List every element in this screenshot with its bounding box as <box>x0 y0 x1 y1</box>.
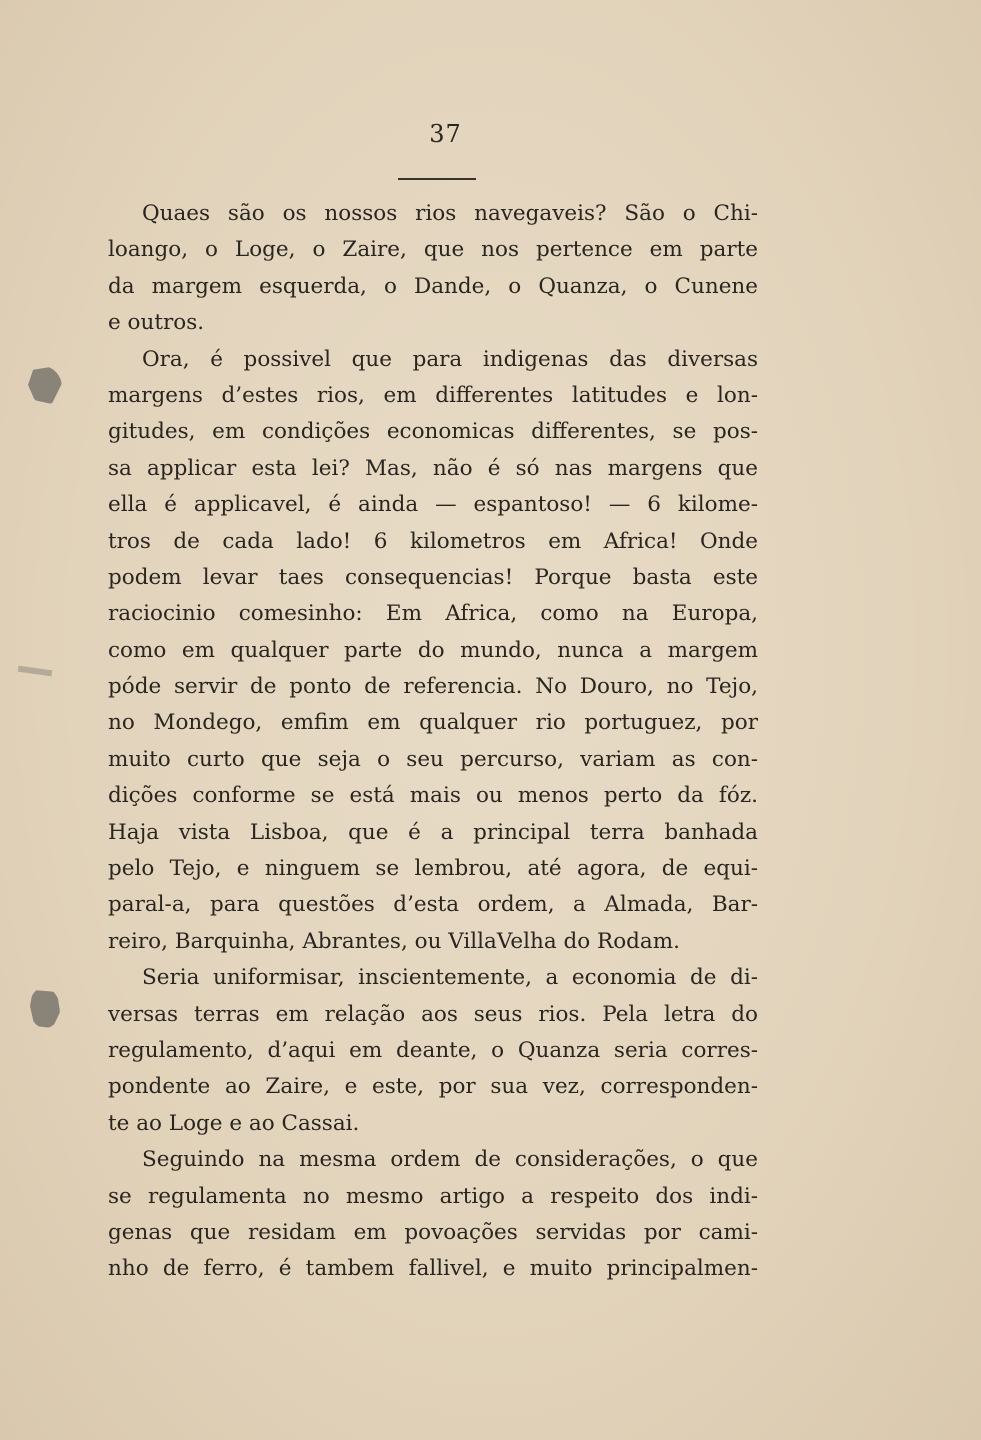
text-line: póde servir de ponto de referencia. No Douro, no Tejo, <box>108 674 758 700</box>
text-line: raciocinio comesinho: Em Africa, como na Europa, <box>108 601 758 627</box>
text-line: Quaes são os nossos rios navegaveis? São o Chi- <box>142 201 758 226</box>
page-number: 37 <box>429 120 462 148</box>
text-line: sa applicar esta lei? Mas, não é só nas margens que <box>108 455 758 481</box>
text-line: te ao Loge e ao Cassai. <box>108 1110 360 1136</box>
text-line: genas que residam em povoações servidas por cami- <box>108 1219 758 1245</box>
page-stain <box>30 988 60 1028</box>
text-line: tros de cada lado! 6 kilometros em Africa! Onde <box>108 528 758 554</box>
text-line: e outros. <box>108 310 205 336</box>
text-line: Ora, é possivel que para indigenas das diversas <box>142 346 758 372</box>
text-line: nho de ferro, é tambem fallivel, e muito principalmen- <box>108 1256 758 1282</box>
text-line: regulamento, d’aqui em deante, o Quanza seria corres- <box>108 1037 758 1063</box>
text-line: como em qualquer parte do mundo, nunca a margem <box>108 637 758 663</box>
text-line: muito curto que seja o seu percurso, variam as con- <box>108 746 758 772</box>
text-line: versas terras em relação aos seus rios. Pela letra do <box>108 1001 758 1027</box>
text-line: pondente ao Zaire, e este, por sua vez, corresponden- <box>108 1074 758 1100</box>
text-line: loango, o Loge, o Zaire, que nos pertence em parte <box>108 237 758 263</box>
body-text <box>108 196 758 1288</box>
text-line: Seria uniformisar, inscientemente, a economia de di- <box>142 965 758 991</box>
text-line: da margem esquerda, o Dande, o Quanza, o Cunene <box>108 273 758 299</box>
text-line: se regulamenta no mesmo artigo a respeito dos indi- <box>108 1183 758 1209</box>
page-stain <box>18 666 53 677</box>
page-stain <box>28 366 62 404</box>
text-line: no Mondego, emfim em qualquer rio portuguez, por <box>108 710 758 736</box>
text-line: pelo Tejo, e ninguem se lembrou, até agora, de equi- <box>108 856 758 882</box>
text-line: gitudes, em condições economicas differentes, se pos- <box>108 419 758 445</box>
text-line: Seguindo na mesma ordem de considerações, o que <box>142 1147 758 1173</box>
text-line: Haja vista Lisboa, que é a principal terra banhada <box>108 819 758 845</box>
text-line: paral-a, para questões d’esta ordem, a Almada, Bar- <box>108 892 758 918</box>
text-line: margens d’estes rios, em differentes latitudes e lon- <box>108 382 758 408</box>
text-line: ella é applicavel, é ainda — espantoso! — 6 kilome- <box>108 492 758 518</box>
text-line: dições conforme se está mais ou menos perto da fóz. <box>108 783 758 809</box>
header-rule <box>398 178 476 180</box>
text-line: reiro, Barquinha, Abrantes, ou VillaVelha do Rodam. <box>108 928 680 954</box>
text-line: podem levar taes consequencias! Porque basta este <box>108 564 758 590</box>
